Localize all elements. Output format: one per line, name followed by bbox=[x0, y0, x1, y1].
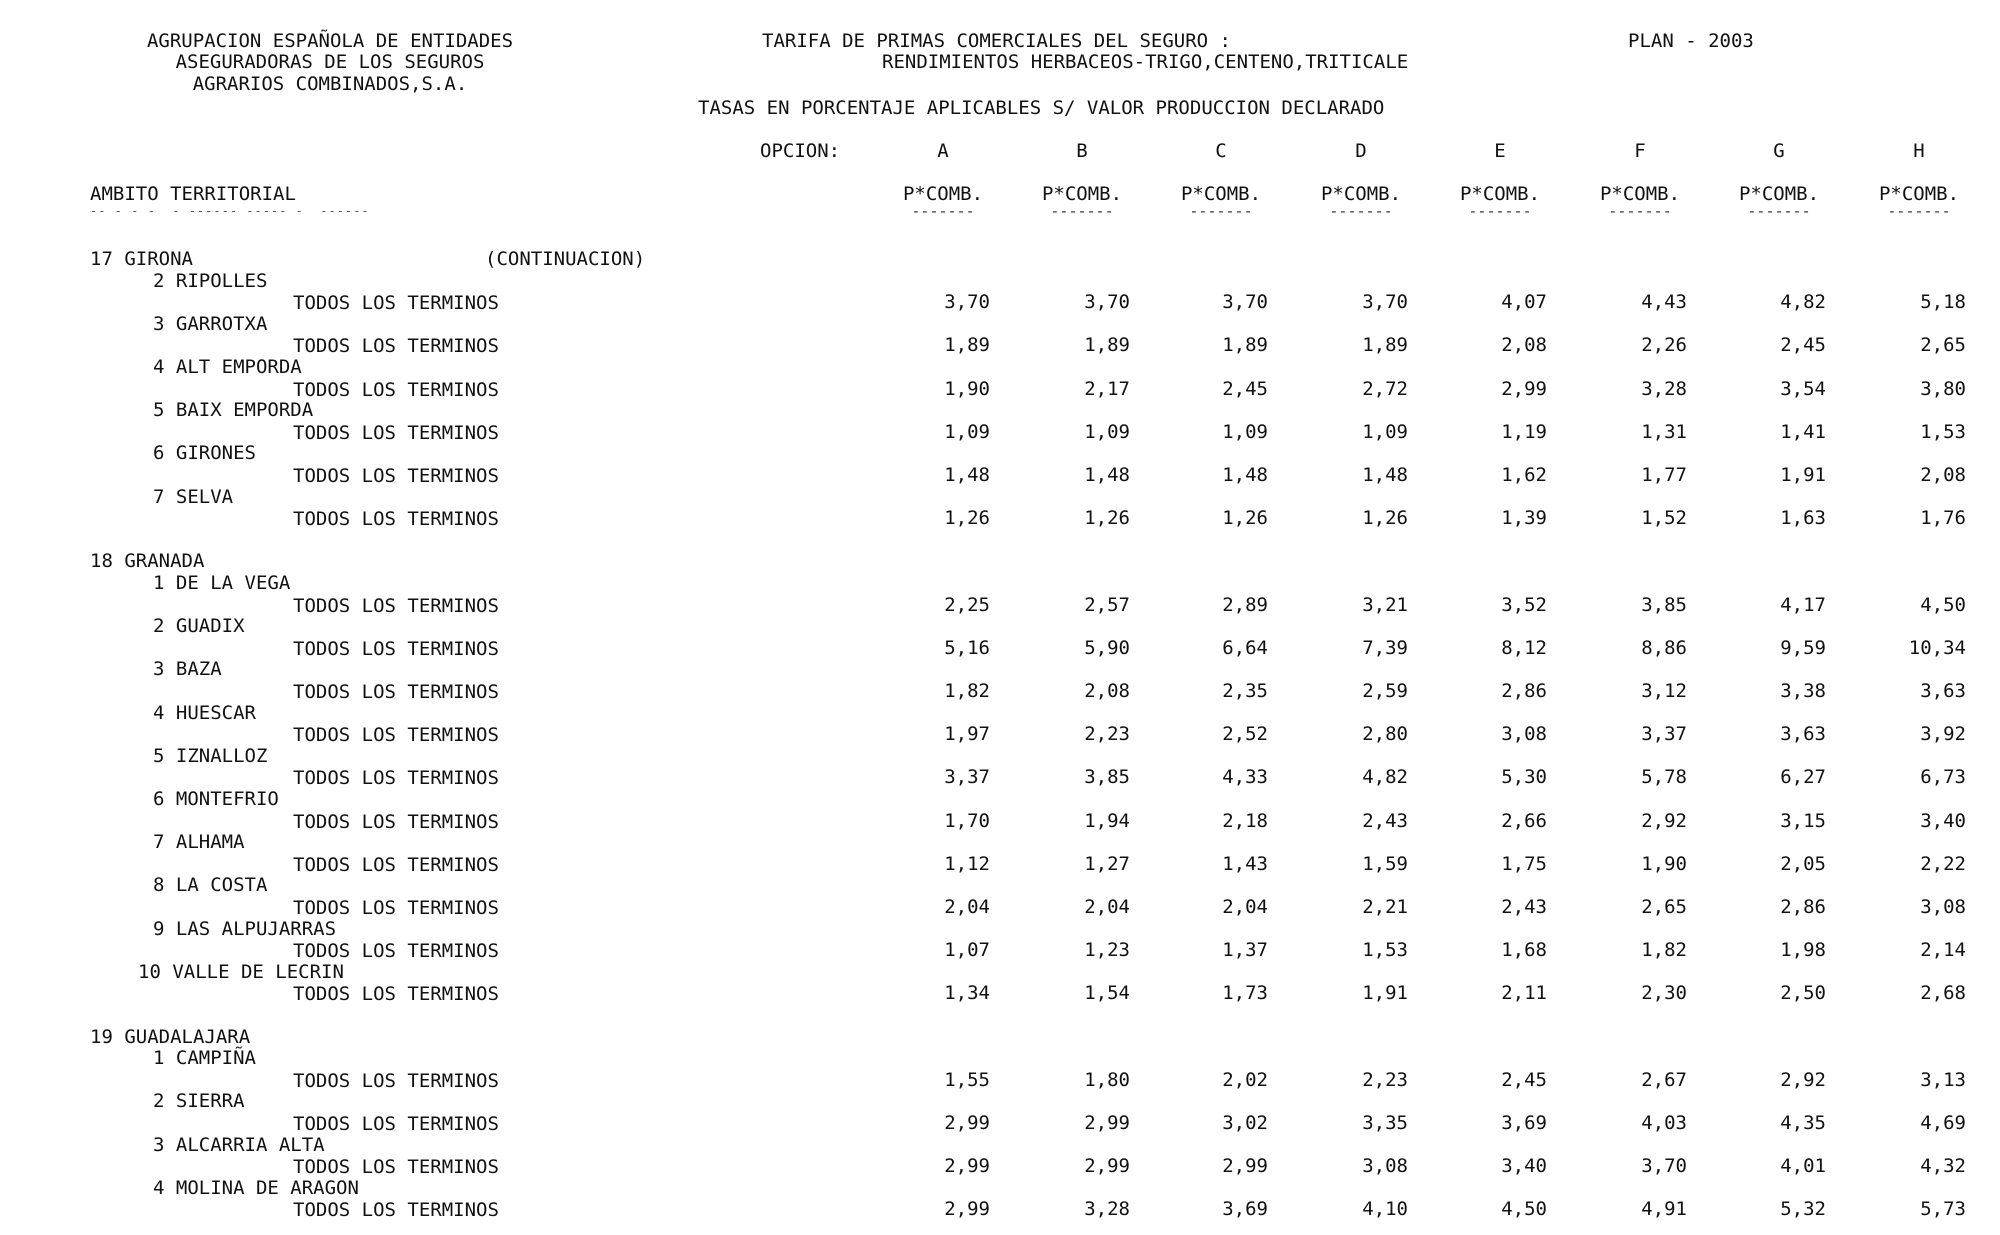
rate-value: 3,70 bbox=[1362, 291, 1408, 314]
rate-value: 4,01 bbox=[1780, 1155, 1826, 1178]
rate-value: 6,27 bbox=[1780, 766, 1826, 789]
rate-value: 1,41 bbox=[1780, 420, 1826, 443]
column-underline: ------- bbox=[911, 202, 975, 220]
rate-value: 1,89 bbox=[944, 334, 990, 357]
rate-value: 3,52 bbox=[1501, 593, 1547, 616]
rate-value: 2,59 bbox=[1362, 680, 1408, 702]
rate-value: 3,63 bbox=[1920, 680, 1966, 702]
rate-value: 1,53 bbox=[1362, 939, 1408, 962]
terms-label: TODOS LOS TERMINOS bbox=[293, 292, 499, 315]
terms-label: TODOS LOS TERMINOS bbox=[293, 983, 499, 1006]
rate-value: 1,62 bbox=[1501, 464, 1547, 486]
rate-value: 2,99 bbox=[1501, 377, 1547, 400]
rate-value: 1,98 bbox=[1780, 939, 1826, 962]
rate-value: 2,50 bbox=[1780, 982, 1826, 1005]
rate-value: 4,07 bbox=[1501, 291, 1547, 314]
org-line-3: AGRARIOS COMBINADOS,S.A. bbox=[192, 73, 468, 95]
option-letter-c: C bbox=[1215, 140, 1227, 162]
rate-value: 1,34 bbox=[944, 982, 990, 1005]
comarca-name: 8 LA COSTA bbox=[153, 874, 268, 897]
rate-value: 1,94 bbox=[1084, 809, 1130, 832]
rate-value: 1,26 bbox=[944, 507, 990, 530]
rate-value: 3,37 bbox=[1641, 723, 1687, 746]
rate-value: 2,43 bbox=[1501, 896, 1547, 918]
rate-value: 4,50 bbox=[1920, 593, 1966, 616]
rate-value: 1,31 bbox=[1641, 420, 1687, 443]
continuation-note: (CONTINUACION) bbox=[485, 248, 646, 270]
rate-value: 3,70 bbox=[1222, 291, 1268, 314]
option-letter-b: B bbox=[1076, 140, 1088, 162]
rate-value: 5,18 bbox=[1920, 291, 1966, 314]
org-line-2: ASEGURADORAS DE LOS SEGUROS bbox=[175, 51, 485, 73]
terms-label: TODOS LOS TERMINOS bbox=[293, 810, 499, 833]
column-label-pcomb: P*COMB. bbox=[1738, 183, 1820, 205]
comarca-name: 4 MOLINA DE ARAGON bbox=[153, 1176, 359, 1199]
column-underline: ------- bbox=[1050, 202, 1114, 220]
rate-value: 3,70 bbox=[1084, 291, 1130, 314]
rate-value: 1,26 bbox=[1362, 507, 1408, 530]
rate-value: 1,70 bbox=[944, 809, 990, 832]
comarca-name: 3 GARROTXA bbox=[153, 312, 268, 335]
rate-value: 3,37 bbox=[944, 766, 990, 789]
rate-value: 3,40 bbox=[1501, 1155, 1547, 1178]
rate-value: 3,70 bbox=[1641, 1155, 1687, 1178]
rate-value: 3,15 bbox=[1780, 809, 1826, 832]
rate-value: 1,89 bbox=[1222, 334, 1268, 357]
terms-label: TODOS LOS TERMINOS bbox=[293, 724, 499, 747]
column-label-pcomb: P*COMB. bbox=[1599, 183, 1681, 205]
terms-label: TODOS LOS TERMINOS bbox=[293, 594, 499, 617]
rate-value: 2,04 bbox=[1222, 896, 1268, 918]
rate-value: 2,89 bbox=[1222, 593, 1268, 616]
rate-value: 6,64 bbox=[1222, 636, 1268, 659]
province-name: 18 GRANADA bbox=[90, 550, 205, 573]
comarca-name: 3 BAZA bbox=[153, 658, 222, 681]
rate-value: 2,08 bbox=[1501, 334, 1547, 357]
rate-value: 3,63 bbox=[1780, 723, 1826, 746]
rate-value: 3,92 bbox=[1920, 723, 1966, 746]
comarca-name: 10 VALLE DE LECRIN bbox=[138, 960, 344, 983]
plan-label: PLAN - 2003 bbox=[1628, 30, 1754, 52]
rate-value: 4,82 bbox=[1780, 291, 1826, 314]
rate-value: 2,65 bbox=[1641, 896, 1687, 918]
rate-value: 2,11 bbox=[1501, 982, 1547, 1005]
terms-label: TODOS LOS TERMINOS bbox=[293, 465, 499, 487]
rate-value: 1,80 bbox=[1084, 1068, 1130, 1091]
rate-value: 1,82 bbox=[1641, 939, 1687, 962]
rate-value: 2,43 bbox=[1362, 809, 1408, 832]
rate-value: 1,90 bbox=[944, 377, 990, 400]
rate-value: 7,39 bbox=[1362, 636, 1408, 659]
rate-value: 2,99 bbox=[1084, 1155, 1130, 1178]
rate-value: 4,03 bbox=[1641, 1112, 1687, 1134]
rate-value: 2,99 bbox=[944, 1198, 990, 1221]
rate-value: 1,26 bbox=[1222, 507, 1268, 530]
rate-value: 1,19 bbox=[1501, 420, 1547, 443]
option-letter-e: E bbox=[1494, 140, 1506, 162]
rate-value: 1,89 bbox=[1362, 334, 1408, 357]
rate-value: 2,17 bbox=[1084, 377, 1130, 400]
rate-value: 3,40 bbox=[1920, 809, 1966, 832]
rate-value: 2,08 bbox=[1084, 680, 1130, 702]
rate-value: 1,75 bbox=[1501, 852, 1547, 875]
rate-value: 2,57 bbox=[1084, 593, 1130, 616]
option-letter-f: F bbox=[1634, 140, 1646, 162]
rate-value: 3,08 bbox=[1920, 896, 1966, 918]
rate-value: 2,26 bbox=[1641, 334, 1687, 357]
rate-value: 6,73 bbox=[1920, 766, 1966, 789]
rate-value: 2,99 bbox=[944, 1155, 990, 1178]
rates-subtitle: TASAS EN PORCENTAJE APLICABLES S/ VALOR PRODUCCION DECLARADO bbox=[698, 97, 1385, 119]
terms-label: TODOS LOS TERMINOS bbox=[293, 1156, 499, 1179]
terms-label: TODOS LOS TERMINOS bbox=[293, 767, 499, 790]
column-underline: ------- bbox=[1189, 202, 1253, 220]
rate-value: 2,99 bbox=[1084, 1112, 1130, 1134]
comarca-name: 4 HUESCAR bbox=[153, 701, 256, 724]
rate-value: 1,09 bbox=[1362, 420, 1408, 443]
rate-value: 4,33 bbox=[1222, 766, 1268, 789]
rate-value: 2,68 bbox=[1920, 982, 1966, 1005]
rate-value: 9,59 bbox=[1780, 636, 1826, 659]
rate-value: 3,08 bbox=[1501, 723, 1547, 746]
rate-value: 1,91 bbox=[1362, 982, 1408, 1005]
comarca-name: 2 SIERRA bbox=[153, 1090, 245, 1113]
column-underline: ------- bbox=[1608, 202, 1672, 220]
rate-value: 2,45 bbox=[1222, 377, 1268, 400]
terms-label: TODOS LOS TERMINOS bbox=[293, 335, 499, 358]
rate-value: 2,45 bbox=[1501, 1068, 1547, 1091]
rate-value: 3,28 bbox=[1641, 377, 1687, 400]
rate-value: 3,69 bbox=[1501, 1112, 1547, 1134]
comarca-name: 5 BAIX EMPORDA bbox=[153, 399, 314, 422]
comarca-name: 1 CAMPIÑA bbox=[153, 1047, 256, 1070]
terms-label: TODOS LOS TERMINOS bbox=[293, 853, 499, 876]
rate-value: 3,02 bbox=[1222, 1112, 1268, 1134]
rate-value: 2,92 bbox=[1641, 809, 1687, 832]
rate-value: 2,08 bbox=[1920, 464, 1966, 486]
rate-value: 2,22 bbox=[1920, 852, 1966, 875]
rate-value: 1,52 bbox=[1641, 507, 1687, 530]
rate-value: 1,76 bbox=[1920, 507, 1966, 530]
column-label-pcomb: P*COMB. bbox=[1878, 183, 1960, 205]
rate-value: 2,92 bbox=[1780, 1068, 1826, 1091]
province-name: 17 GIRONA bbox=[90, 248, 193, 270]
rate-value: 1,91 bbox=[1780, 464, 1826, 486]
rate-value: 4,32 bbox=[1920, 1155, 1966, 1178]
rate-value: 2,21 bbox=[1362, 896, 1408, 918]
terms-label: TODOS LOS TERMINOS bbox=[293, 508, 499, 531]
rate-value: 3,54 bbox=[1780, 377, 1826, 400]
rate-value: 2,65 bbox=[1920, 334, 1966, 357]
option-letter-h: H bbox=[1913, 140, 1925, 162]
rate-value: 5,32 bbox=[1780, 1198, 1826, 1221]
comarca-name: 3 ALCARRIA ALTA bbox=[153, 1133, 325, 1156]
province-name: 19 GUADALAJARA bbox=[90, 1025, 251, 1048]
rate-value: 1,39 bbox=[1501, 507, 1547, 530]
comarca-name: 7 ALHAMA bbox=[153, 831, 245, 854]
rate-value: 3,38 bbox=[1780, 680, 1826, 702]
rate-value: 1,09 bbox=[1222, 420, 1268, 443]
option-letter-g: G bbox=[1773, 140, 1785, 162]
rate-value: 1,55 bbox=[944, 1068, 990, 1091]
ambito-territorial-label: AMBITO TERRITORIAL bbox=[90, 183, 296, 205]
tariff-title-line-2: RENDIMIENTOS HERBACEOS-TRIGO,CENTENO,TRITICALE bbox=[882, 51, 1409, 73]
tariff-title-line-1: TARIFA DE PRIMAS COMERCIALES DEL SEGURO : bbox=[762, 30, 1231, 52]
rate-value: 3,80 bbox=[1920, 377, 1966, 400]
rate-value: 2,30 bbox=[1641, 982, 1687, 1005]
rate-value: 1,27 bbox=[1084, 852, 1130, 875]
rate-value: 5,78 bbox=[1641, 766, 1687, 789]
rate-value: 2,02 bbox=[1222, 1068, 1268, 1091]
rate-value: 3,28 bbox=[1084, 1198, 1130, 1221]
rate-value: 3,35 bbox=[1362, 1112, 1408, 1134]
rate-value: 5,30 bbox=[1501, 766, 1547, 789]
option-letter-d: D bbox=[1355, 140, 1367, 162]
rate-value: 2,35 bbox=[1222, 680, 1268, 702]
rate-value: 1,59 bbox=[1362, 852, 1408, 875]
ambito-underline: -- - - - - ------ ----- - ------ bbox=[90, 204, 370, 218]
rate-value: 8,86 bbox=[1641, 636, 1687, 659]
rate-value: 4,10 bbox=[1362, 1198, 1408, 1221]
comarca-name: 6 MONTEFRIO bbox=[153, 788, 279, 810]
rate-value: 1,48 bbox=[944, 464, 990, 486]
option-label: OPCION: bbox=[760, 140, 841, 162]
rate-value: 4,82 bbox=[1362, 766, 1408, 789]
terms-label: TODOS LOS TERMINOS bbox=[293, 897, 499, 919]
rate-value: 2,72 bbox=[1362, 377, 1408, 400]
rate-value: 1,53 bbox=[1920, 420, 1966, 443]
column-label-pcomb: P*COMB. bbox=[1041, 183, 1123, 205]
rate-value: 1,23 bbox=[1084, 939, 1130, 962]
rate-value: 1,43 bbox=[1222, 852, 1268, 875]
column-label-pcomb: P*COMB. bbox=[1180, 183, 1262, 205]
column-underline: ------- bbox=[1747, 202, 1811, 220]
comarca-name: 7 SELVA bbox=[153, 485, 234, 508]
column-underline: ------- bbox=[1329, 202, 1393, 220]
terms-label: TODOS LOS TERMINOS bbox=[293, 421, 499, 444]
terms-label: TODOS LOS TERMINOS bbox=[293, 1113, 499, 1135]
rate-value: 2,18 bbox=[1222, 809, 1268, 832]
rate-value: 5,16 bbox=[944, 636, 990, 659]
rate-value: 5,90 bbox=[1084, 636, 1130, 659]
terms-label: TODOS LOS TERMINOS bbox=[293, 637, 499, 660]
rate-value: 2,04 bbox=[1084, 896, 1130, 918]
rate-value: 2,86 bbox=[1501, 680, 1547, 702]
rate-value: 4,35 bbox=[1780, 1112, 1826, 1134]
comarca-name: 5 IZNALLOZ bbox=[153, 744, 268, 767]
rate-value: 3,13 bbox=[1920, 1068, 1966, 1091]
rate-value: 1,26 bbox=[1084, 507, 1130, 530]
rate-value: 2,23 bbox=[1084, 723, 1130, 746]
org-line-1: AGRUPACION ESPAÑOLA DE ENTIDADES bbox=[146, 30, 514, 52]
rate-value: 2,52 bbox=[1222, 723, 1268, 746]
rate-value: 1,09 bbox=[1084, 420, 1130, 443]
option-letter-a: A bbox=[937, 140, 949, 162]
rate-value: 3,85 bbox=[1641, 593, 1687, 616]
rate-value: 1,54 bbox=[1084, 982, 1130, 1005]
rate-value: 2,80 bbox=[1362, 723, 1408, 746]
rate-value: 2,67 bbox=[1641, 1068, 1687, 1091]
rate-value: 1,37 bbox=[1222, 939, 1268, 962]
column-label-pcomb: P*COMB. bbox=[902, 183, 984, 205]
terms-label: TODOS LOS TERMINOS bbox=[293, 1199, 499, 1222]
comarca-name: 4 ALT EMPORDA bbox=[153, 356, 302, 378]
rate-value: 3,08 bbox=[1362, 1155, 1408, 1178]
rate-value: 2,99 bbox=[1222, 1155, 1268, 1178]
rate-value: 1,63 bbox=[1780, 507, 1826, 530]
rate-value: 1,97 bbox=[944, 723, 990, 746]
rate-value: 1,73 bbox=[1222, 982, 1268, 1005]
terms-label: TODOS LOS TERMINOS bbox=[293, 681, 499, 703]
rate-value: 1,68 bbox=[1501, 939, 1547, 962]
column-underline: ------- bbox=[1468, 202, 1532, 220]
rate-value: 1,48 bbox=[1222, 464, 1268, 486]
rate-value: 3,12 bbox=[1641, 680, 1687, 702]
rate-value: 1,48 bbox=[1362, 464, 1408, 486]
rate-value: 1,77 bbox=[1641, 464, 1687, 486]
comarca-name: 9 LAS ALPUJARRAS bbox=[153, 917, 337, 940]
terms-label: TODOS LOS TERMINOS bbox=[293, 940, 499, 963]
comarca-name: 1 DE LA VEGA bbox=[153, 572, 291, 594]
column-label-pcomb: P*COMB. bbox=[1320, 183, 1402, 205]
rate-value: 4,69 bbox=[1920, 1112, 1966, 1134]
rate-value: 2,14 bbox=[1920, 939, 1966, 962]
rate-value: 1,07 bbox=[944, 939, 990, 962]
terms-label: TODOS LOS TERMINOS bbox=[293, 378, 499, 401]
rate-value: 4,91 bbox=[1641, 1198, 1687, 1221]
rate-value: 3,85 bbox=[1084, 766, 1130, 789]
rate-value: 2,05 bbox=[1780, 852, 1826, 875]
rate-value: 3,69 bbox=[1222, 1198, 1268, 1221]
comarca-name: 6 GIRONES bbox=[153, 442, 256, 465]
rate-value: 4,50 bbox=[1501, 1198, 1547, 1221]
rate-value: 1,12 bbox=[944, 852, 990, 875]
rate-value: 1,82 bbox=[944, 680, 990, 702]
rate-value: 2,99 bbox=[944, 1112, 990, 1134]
rate-value: 10,34 bbox=[1908, 636, 1966, 659]
rate-value: 4,43 bbox=[1641, 291, 1687, 314]
column-underline: ------- bbox=[1887, 202, 1951, 220]
rate-value: 1,48 bbox=[1084, 464, 1130, 486]
rate-value: 4,17 bbox=[1780, 593, 1826, 616]
comarca-name: 2 GUADIX bbox=[153, 615, 245, 638]
rate-value: 2,45 bbox=[1780, 334, 1826, 357]
rate-value: 8,12 bbox=[1501, 636, 1547, 659]
rate-value: 5,73 bbox=[1920, 1198, 1966, 1221]
rate-value: 3,70 bbox=[944, 291, 990, 314]
rate-value: 1,09 bbox=[944, 420, 990, 443]
rate-value: 1,90 bbox=[1641, 852, 1687, 875]
rate-value: 1,89 bbox=[1084, 334, 1130, 357]
rate-value: 3,21 bbox=[1362, 593, 1408, 616]
column-label-pcomb: P*COMB. bbox=[1459, 183, 1541, 205]
rate-value: 2,25 bbox=[944, 593, 990, 616]
terms-label: TODOS LOS TERMINOS bbox=[293, 1069, 499, 1092]
rate-value: 2,66 bbox=[1501, 809, 1547, 832]
rate-value: 2,04 bbox=[944, 896, 990, 918]
rate-value: 2,86 bbox=[1780, 896, 1826, 918]
rate-value: 2,23 bbox=[1362, 1068, 1408, 1091]
comarca-name: 2 RIPOLLES bbox=[153, 269, 268, 292]
